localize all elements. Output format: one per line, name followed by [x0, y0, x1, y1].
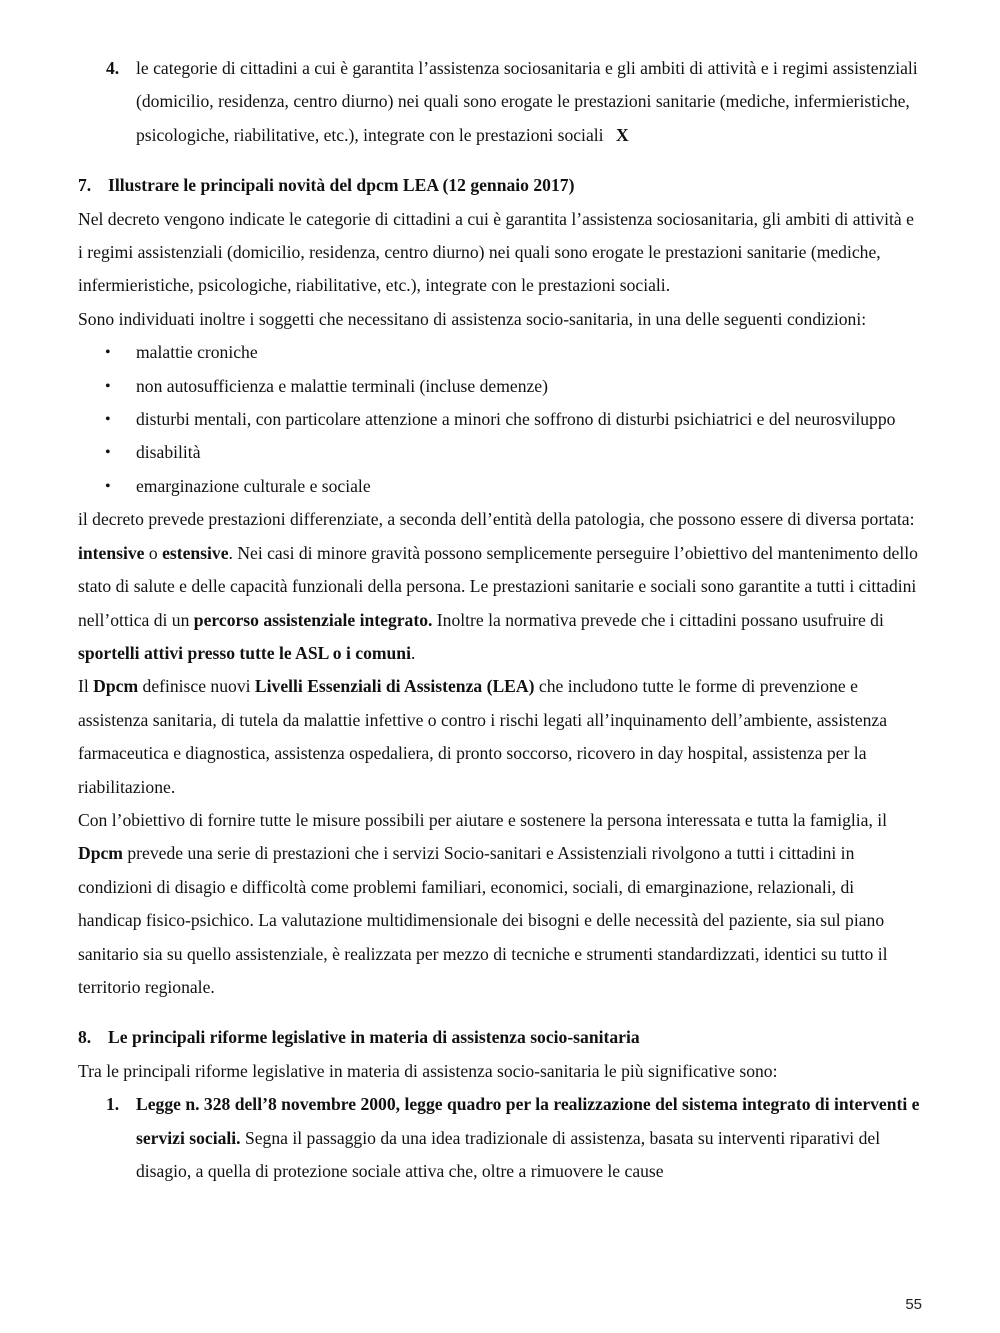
document-page	[78, 52, 920, 1188]
list-item-text: le categorie di cittadini a cui è garantita l’assistenza sociosanitaria e gli ambiti di attività e i regimi assistenziali (domicilio, residenza, centro diurno) nei quali sono erogate le prestazioni sanitarie (mediche, infermieristiche, psicologiche, riabilitative, etc.), integrate con le prestazioni sociali	[136, 58, 918, 145]
list-item: • disabilità	[78, 436, 920, 469]
list-item-1	[78, 1088, 920, 1188]
section-7-intro2: Sono individuati inoltre i soggetti che necessitano di assistenza socio-sanitaria, in una delle seguenti condizioni:	[78, 308, 867, 329]
section-title: Le principali riforme legislative in materia di assistenza socio-sanitaria	[108, 1027, 640, 1048]
bullet-icon: •	[105, 444, 111, 462]
paragraph-lea: Il Dpcm definisce nuovi Livelli Essenziali di Assistenza (LEA) che includono tutte le forme di prevenzione e assistenza sanitaria, di tutela da malattie infettive o contro i rischi legati all’inquinamento dell’ambiente, assistenza farmaceutica e diagnostica, assistenza ospedaliera, di pronto soccorso, ricovero in day hospital, assistenza per la riabilitazione.	[78, 676, 888, 797]
section-7-intro: Nel decreto vengono indicate le categorie di cittadini a cui è garantita l’assistenza sociosanitaria, gli ambiti di attività e i regimi assistenziali (domicilio, residenza, centro diurno) nei quali sono erogate le prestazioni sanitarie (mediche, infermieristiche, psicologiche, riabilitative, etc.), integrate con le prestazioni sociali.	[78, 208, 914, 296]
list-item: • non autosufficienza e malattie terminali (incluse demenze)	[78, 370, 920, 403]
page-number: 55	[905, 1296, 922, 1313]
list-item: • disturbi mentali, con particolare attenzione a minori che soffrono di disturbi psichiatrici e del neurosviluppo	[78, 403, 920, 436]
list-number: 1.	[106, 1094, 120, 1115]
answer-mark: X	[615, 124, 629, 145]
bullet-icon: •	[105, 377, 111, 395]
section-8-heading	[78, 1021, 920, 1054]
bullet-icon: •	[105, 344, 111, 362]
section-7-heading	[78, 169, 920, 202]
law-description: Segna il passaggio da una idea tradizionale di assistenza, basata su interventi riparativi del disagio, a quella di protezione sociale attiva che, oltre a rimuovere le cause	[136, 1127, 881, 1181]
bullet-icon: •	[105, 477, 111, 495]
bullet-icon: •	[105, 411, 111, 429]
section-8-intro: Tra le principali riforme legislative in materia di assistenza socio-sanitaria le più significative sono:	[78, 1060, 778, 1081]
paragraph-prestazioni: il decreto prevede prestazioni differenziate, a seconda dell’entità della patologia, che possono essere di diversa portata: intensive o estensive. Nei casi di minore gravità possono semplicemente perseguire l’obiettivo del mantenimento dello stato di salute e delle capacità funzionali della persona. Le prestazioni sanitarie e sociali sono garantite a tutti i cittadini nell’ottica di un percorso assistenziale integrato. Inoltre la normativa prevede che i cittadini possano usufruire di sportelli attivi presso tutte le ASL o i comuni.	[78, 509, 918, 663]
list-item: • malattie croniche	[78, 336, 920, 369]
conditions-list	[78, 336, 920, 503]
list-item-4	[78, 52, 920, 152]
section-title: Illustrare le principali novità del dpcm LEA (12 gennaio 2017)	[108, 175, 575, 196]
paragraph-servizi: Con l’obiettivo di fornire tutte le misure possibili per aiutare e sostenere la persona interessata e tutta la famiglia, il Dpcm prevede una serie di prestazioni che i servizi Socio-sanitari e Assistenziali rivolgono a tutti i cittadini in condizioni di disagio e difficoltà come problemi familiari, economici, sociali, di emarginazione, relazionali, di handicap fisico-psichico. La valutazione multidimensionale dei bisogni e delle necessità del paziente, sia sul piano sanitario sia su quello assistenziale, è realizzata per mezzo di tecniche e strumenti standardizzati, identici su tutto il territorio regionale.	[78, 809, 888, 997]
section-number: 7.	[78, 175, 92, 196]
list-number: 4.	[106, 58, 120, 78]
list-item: • emarginazione culturale e sociale	[78, 470, 920, 503]
section-number: 8.	[78, 1027, 92, 1048]
law-title: Legge n. 328 dell’8 novembre 2000, legge quadro per la realizzazione del sistema integrato di interventi e servizi sociali.	[136, 1094, 920, 1148]
